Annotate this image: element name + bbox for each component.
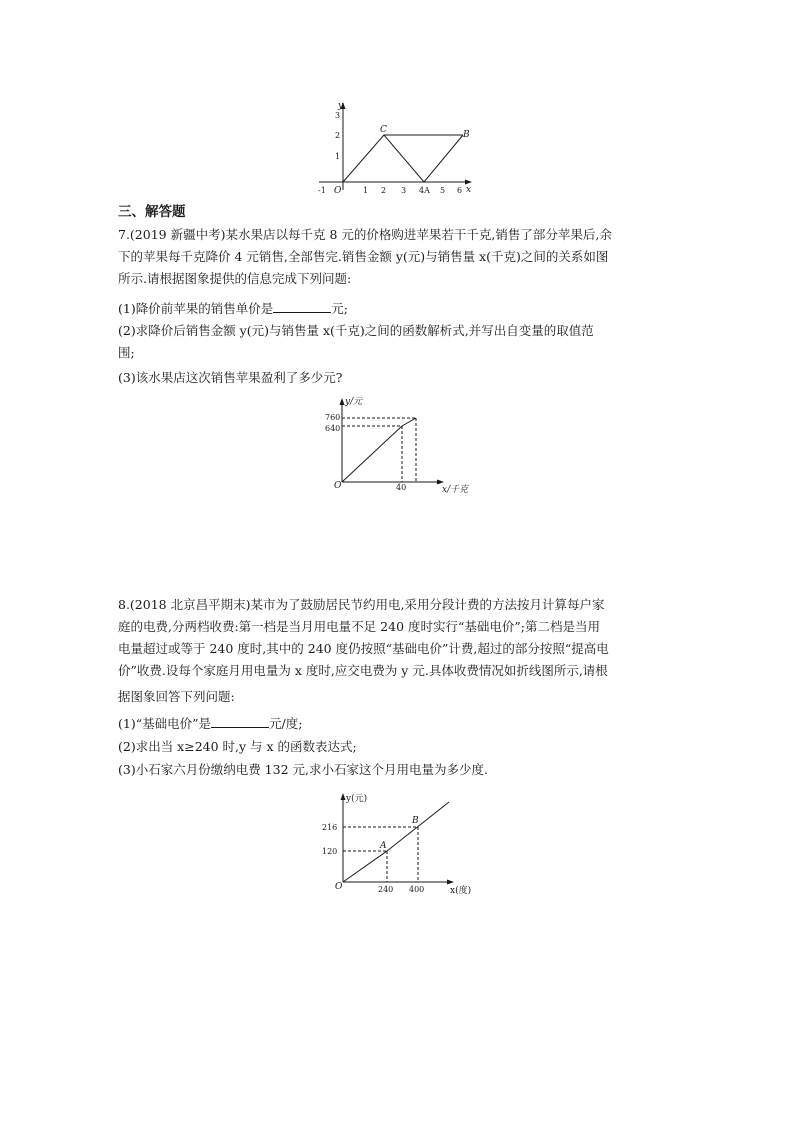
origin-label: O	[334, 186, 342, 196]
answer-blank[interactable]	[273, 301, 331, 313]
q7-part-3: (3)该水果店这次销售苹果盈利了多少元?	[118, 370, 343, 385]
x-axis-label: x	[466, 185, 472, 195]
y-tick-label: 640	[325, 424, 341, 433]
q7-part-2-line-2: 围;	[118, 345, 135, 360]
y-axis-label: y(元)	[346, 794, 368, 804]
q8-line-1: 8.(2018 北京昌平期末)某市为了鼓励居民节约用电,采用分段计费的方法按月计算每户家	[118, 597, 605, 612]
graph-1	[310, 95, 480, 195]
x-tick-label: 4A	[419, 186, 430, 195]
section-title: 三、解答题	[118, 204, 186, 220]
x-tick-label: -1	[318, 186, 326, 195]
point-b-label: B	[463, 130, 470, 140]
x-tick-label: 2	[381, 186, 387, 195]
q7-part-1-prefix: (1)降价前苹果的销售单价是	[118, 301, 274, 316]
q8-part-1-prefix: (1)“基础电价”是	[118, 716, 211, 731]
q7-part-2-line-1: (2)求降价后销售金额 y(元)与销售量 x(千克)之间的函数解析式,并写出自变量的取值范	[118, 323, 594, 338]
q8-line-2: 庭的电费,分两档收费:第一档是当月用电量不足 240 度时实行“基础电价”;第二档是当用	[118, 619, 600, 634]
origin-label: O	[335, 882, 343, 892]
q7-line-1: 7.(2019 新疆中考)某水果店以每千克 8 元的价格购进苹果若干千克,销售了部分苹果后,余	[118, 227, 612, 242]
q8-part-1	[118, 716, 698, 732]
q8-line-4: 价”收费.设每个家庭月用电量为 x 度时,应交电费为 y 元.具体收费情况如折线图所示,请根	[118, 663, 608, 678]
q7-part-1-suffix: 元;	[331, 301, 348, 316]
y-tick-label: 3	[335, 111, 341, 120]
point-b-label: B	[412, 816, 419, 826]
point-a-label: A	[380, 841, 387, 851]
y-axis-label: y/元	[345, 397, 363, 407]
y-tick-label: 120	[322, 847, 338, 856]
x-tick-label: 40	[396, 483, 407, 492]
q8-line-3: 电量超过或等于 240 度时,其中的 240 度仍按照“基础电价”计费,超过的部分按照“提高电	[118, 641, 609, 656]
x-tick-label: 6	[457, 186, 463, 195]
x-tick-label: 1	[363, 186, 369, 195]
x-tick-label: 400	[409, 885, 425, 894]
q8-line-5: 据图象回答下列问题:	[118, 689, 235, 704]
q8-part-3: (3)小石家六月份缴纳电费 132 元,求小石家这个月用电量为多少度.	[118, 762, 488, 777]
y-tick-label: 2	[335, 131, 341, 140]
x-tick-label: 240	[378, 885, 394, 894]
q7-line-2: 下的苹果每千克降价 4 元销售,全部售完.销售金额 y(元)与销售量 x(千克)之间的关系如图	[118, 249, 609, 264]
q7-part-1	[118, 301, 698, 317]
graph-3	[310, 786, 485, 898]
y-axis-label: y	[338, 101, 344, 111]
answer-blank[interactable]	[211, 716, 269, 728]
x-axis-label: x(度)	[450, 886, 472, 896]
y-tick-label: 760	[325, 413, 341, 422]
q7-line-3: 所示.请根据图象提供的信息完成下列问题:	[118, 271, 352, 286]
q8-part-1-suffix: 元/度;	[269, 716, 303, 731]
x-axis-label: x/千克	[442, 485, 469, 495]
q8-part-2: (2)求出当 x≥240 时,y 与 x 的函数表达式;	[118, 739, 357, 754]
x-tick-label: 3	[401, 186, 407, 195]
point-c-label: C	[380, 125, 387, 135]
origin-label: O	[334, 481, 342, 491]
y-tick-label: 216	[322, 823, 338, 832]
graph-2	[318, 394, 478, 494]
y-tick-label: 1	[335, 152, 341, 161]
x-tick-label: 5	[440, 186, 446, 195]
